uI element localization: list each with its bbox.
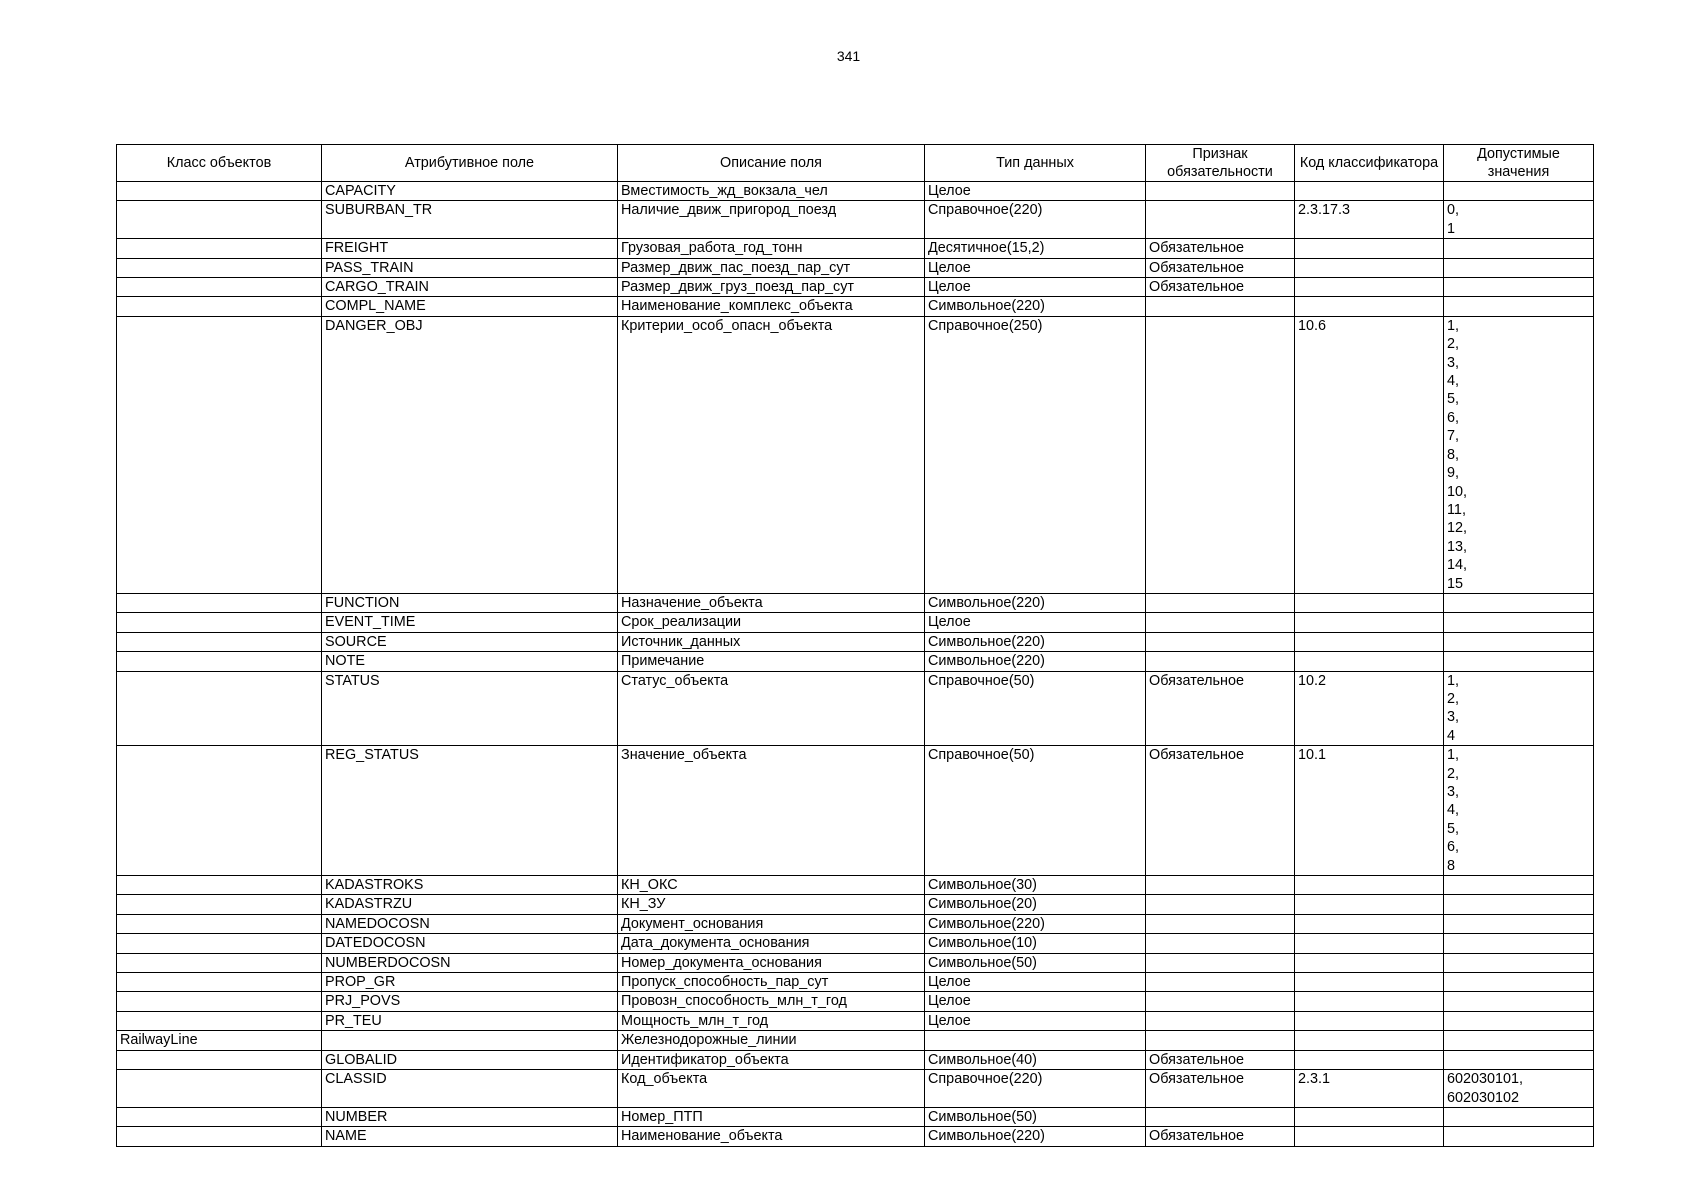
object-class-cell (117, 973, 322, 992)
data-type-cell: Справочное(220) (925, 1070, 1146, 1108)
mandatory-flag-cell: Обязательное (1146, 1070, 1295, 1108)
classifier-code-cell: 10.1 (1295, 746, 1444, 876)
object-class-cell (117, 239, 322, 258)
header-field-description: Описание поля (618, 145, 925, 182)
allowed-values-cell (1444, 992, 1594, 1011)
classifier-code-cell (1295, 953, 1444, 972)
object-class-cell (117, 316, 322, 593)
data-type-cell: Десятичное(15,2) (925, 239, 1146, 258)
object-class-cell (117, 1127, 322, 1146)
mandatory-flag-cell (1146, 297, 1295, 316)
classifier-code-cell (1295, 613, 1444, 632)
field-description-cell: Код_объекта (618, 1070, 925, 1108)
field-description-cell: Размер_движ_груз_поезд_пар_сут (618, 278, 925, 297)
allowed-values-cell (1444, 914, 1594, 933)
table-row (117, 1031, 1594, 1050)
object-class-cell (117, 953, 322, 972)
field-description-cell: Железнодорожные_линии (618, 1031, 925, 1050)
allowed-values-cell (1444, 1011, 1594, 1030)
mandatory-flag-cell (1146, 652, 1295, 671)
classifier-code-cell (1295, 973, 1444, 992)
allowed-values-cell: 1, 2, 3, 4, 5, 6, 7, 8, 9, 10, 11, 12, 13, 14, 15 (1444, 316, 1594, 593)
header-classifier-code: Код классификатора (1295, 145, 1444, 182)
table-row (117, 239, 1594, 258)
data-type-cell: Символьное(220) (925, 297, 1146, 316)
object-class-cell (117, 632, 322, 651)
mandatory-flag-cell (1146, 953, 1295, 972)
object-class-cell: RailwayLine (117, 1031, 322, 1050)
page-number: 341 (836, 48, 861, 64)
data-type-cell: Символьное(10) (925, 934, 1146, 953)
attribute-field-cell: NAME (322, 1127, 618, 1146)
classifier-code-cell (1295, 895, 1444, 914)
allowed-values-cell (1444, 953, 1594, 972)
field-description-cell: Номер_ПТП (618, 1107, 925, 1126)
field-description-cell: Значение_объекта (618, 746, 925, 876)
table-row (117, 934, 1594, 953)
data-type-cell: Справочное(250) (925, 316, 1146, 593)
attribute-field-cell: CARGO_TRAIN (322, 278, 618, 297)
object-class-cell (117, 278, 322, 297)
data-type-cell: Символьное(220) (925, 914, 1146, 933)
attribute-field-cell: PR_TEU (322, 1011, 618, 1030)
object-class-cell (117, 992, 322, 1011)
field-description-cell: Статус_объекта (618, 671, 925, 746)
data-type-cell: Целое (925, 992, 1146, 1011)
data-type-cell: Символьное(50) (925, 953, 1146, 972)
field-description-cell: Источник_данных (618, 632, 925, 651)
mandatory-flag-cell: Обязательное (1146, 278, 1295, 297)
header-data-type: Тип данных (925, 145, 1146, 182)
object-class-cell (117, 258, 322, 277)
data-type-cell: Символьное(50) (925, 1107, 1146, 1126)
mandatory-flag-cell (1146, 992, 1295, 1011)
allowed-values-cell (1444, 1107, 1594, 1126)
mandatory-flag-cell (1146, 182, 1295, 201)
data-type-cell: Символьное(40) (925, 1050, 1146, 1069)
classifier-code-cell: 2.3.1 (1295, 1070, 1444, 1108)
allowed-values-cell (1444, 239, 1594, 258)
classifier-code-cell (1295, 992, 1444, 1011)
table-row (117, 1127, 1594, 1146)
field-description-cell: Размер_движ_пас_поезд_пар_сут (618, 258, 925, 277)
allowed-values-cell: 602030101, 602030102 (1444, 1070, 1594, 1108)
classifier-code-cell (1295, 1011, 1444, 1030)
field-description-cell: КН_ЗУ (618, 895, 925, 914)
allowed-values-cell (1444, 593, 1594, 612)
mandatory-flag-cell (1146, 1011, 1295, 1030)
table-row (117, 201, 1594, 239)
allowed-values-cell (1444, 1031, 1594, 1050)
data-type-cell: Целое (925, 613, 1146, 632)
attribute-field-cell: EVENT_TIME (322, 613, 618, 632)
attribute-field-cell: SOURCE (322, 632, 618, 651)
field-description-cell: Документ_основания (618, 914, 925, 933)
attribute-field-cell (322, 1031, 618, 1050)
data-type-cell (925, 1031, 1146, 1050)
field-description-cell: КН_ОКС (618, 876, 925, 895)
table-row (117, 316, 1594, 593)
data-type-cell: Символьное(220) (925, 632, 1146, 651)
allowed-values-cell (1444, 934, 1594, 953)
object-class-cell (117, 201, 322, 239)
attribute-field-cell: NOTE (322, 652, 618, 671)
allowed-values-cell (1444, 632, 1594, 651)
allowed-values-cell (1444, 652, 1594, 671)
table-row (117, 297, 1594, 316)
attribute-field-cell: PRJ_POVS (322, 992, 618, 1011)
data-type-cell: Справочное(50) (925, 671, 1146, 746)
attribute-field-cell: GLOBALID (322, 1050, 618, 1069)
table-body (117, 182, 1594, 1147)
data-type-cell: Символьное(30) (925, 876, 1146, 895)
object-class-cell (117, 934, 322, 953)
data-type-cell: Целое (925, 973, 1146, 992)
allowed-values-cell (1444, 297, 1594, 316)
object-class-cell (117, 746, 322, 876)
data-type-cell: Справочное(220) (925, 201, 1146, 239)
attribute-field-cell: KADASTROKS (322, 876, 618, 895)
classifier-code-cell (1295, 1107, 1444, 1126)
table-row (117, 278, 1594, 297)
field-description-cell: Дата_документа_основания (618, 934, 925, 953)
field-description-cell: Мощность_млн_т_год (618, 1011, 925, 1030)
table-row (117, 593, 1594, 612)
attribute-field-cell: NUMBERDOCOSN (322, 953, 618, 972)
classifier-code-cell (1295, 297, 1444, 316)
table-row (117, 632, 1594, 651)
attribute-field-cell: REG_STATUS (322, 746, 618, 876)
table-row (117, 973, 1594, 992)
object-class-cell (117, 182, 322, 201)
attribute-table (116, 144, 1594, 1147)
attribute-field-cell: KADASTRZU (322, 895, 618, 914)
table-row (117, 671, 1594, 746)
classifier-code-cell (1295, 876, 1444, 895)
attribute-field-cell: STATUS (322, 671, 618, 746)
allowed-values-cell: 1, 2, 3, 4 (1444, 671, 1594, 746)
classifier-code-cell (1295, 632, 1444, 651)
attribute-field-cell: SUBURBAN_TR (322, 201, 618, 239)
object-class-cell (117, 593, 322, 612)
classifier-code-cell (1295, 652, 1444, 671)
object-class-cell (117, 671, 322, 746)
data-type-cell: Целое (925, 1011, 1146, 1030)
mandatory-flag-cell: Обязательное (1146, 1127, 1295, 1146)
attribute-field-cell: NAMEDOCOSN (322, 914, 618, 933)
classifier-code-cell (1295, 258, 1444, 277)
mandatory-flag-cell (1146, 934, 1295, 953)
attribute-field-cell: DANGER_OBJ (322, 316, 618, 593)
classifier-code-cell (1295, 593, 1444, 612)
mandatory-flag-cell (1146, 201, 1295, 239)
classifier-code-cell: 10.6 (1295, 316, 1444, 593)
field-description-cell: Наименование_комплекс_объекта (618, 297, 925, 316)
header-mandatory-flag: Признак обязательности (1146, 145, 1295, 182)
mandatory-flag-cell (1146, 316, 1295, 593)
object-class-cell (117, 1107, 322, 1126)
mandatory-flag-cell: Обязательное (1146, 671, 1295, 746)
classifier-code-cell (1295, 934, 1444, 953)
mandatory-flag-cell (1146, 632, 1295, 651)
table-row (117, 258, 1594, 277)
allowed-values-cell (1444, 973, 1594, 992)
header-attribute-field: Атрибутивное поле (322, 145, 618, 182)
data-type-cell: Символьное(220) (925, 652, 1146, 671)
field-description-cell: Номер_документа_основания (618, 953, 925, 972)
mandatory-flag-cell (1146, 1031, 1295, 1050)
table-row (117, 1070, 1594, 1108)
table-row (117, 1011, 1594, 1030)
classifier-code-cell (1295, 1050, 1444, 1069)
allowed-values-cell (1444, 1050, 1594, 1069)
allowed-values-cell (1444, 895, 1594, 914)
data-type-cell: Целое (925, 258, 1146, 277)
data-type-cell: Целое (925, 278, 1146, 297)
mandatory-flag-cell: Обязательное (1146, 746, 1295, 876)
classifier-code-cell: 10.2 (1295, 671, 1444, 746)
table-row (117, 895, 1594, 914)
classifier-code-cell (1295, 1031, 1444, 1050)
field-description-cell: Срок_реализации (618, 613, 925, 632)
field-description-cell: Идентификатор_объекта (618, 1050, 925, 1069)
data-type-cell: Символьное(220) (925, 1127, 1146, 1146)
field-description-cell: Вместимость_жд_вокзала_чел (618, 182, 925, 201)
attribute-field-cell: FUNCTION (322, 593, 618, 612)
classifier-code-cell (1295, 914, 1444, 933)
field-description-cell: Наличие_движ_пригород_поезд (618, 201, 925, 239)
classifier-code-cell (1295, 182, 1444, 201)
object-class-cell (117, 1070, 322, 1108)
attribute-field-cell: PASS_TRAIN (322, 258, 618, 277)
table-row (117, 1107, 1594, 1126)
attribute-field-cell: FREIGHT (322, 239, 618, 258)
object-class-cell (117, 1011, 322, 1030)
allowed-values-cell: 1, 2, 3, 4, 5, 6, 8 (1444, 746, 1594, 876)
object-class-cell (117, 914, 322, 933)
data-type-cell: Символьное(220) (925, 593, 1146, 612)
mandatory-flag-cell (1146, 895, 1295, 914)
attribute-field-cell: CLASSID (322, 1070, 618, 1108)
object-class-cell (117, 895, 322, 914)
object-class-cell (117, 876, 322, 895)
data-type-cell: Целое (925, 182, 1146, 201)
allowed-values-cell (1444, 613, 1594, 632)
table-row (117, 652, 1594, 671)
table-header-row (117, 145, 1594, 182)
header-object-class: Класс объектов (117, 145, 322, 182)
data-type-cell: Символьное(20) (925, 895, 1146, 914)
attribute-field-cell: COMPL_NAME (322, 297, 618, 316)
field-description-cell: Грузовая_работа_год_тонн (618, 239, 925, 258)
table-row (117, 613, 1594, 632)
allowed-values-cell (1444, 278, 1594, 297)
field-description-cell: Примечание (618, 652, 925, 671)
mandatory-flag-cell (1146, 914, 1295, 933)
field-description-cell: Критерии_особ_опасн_объекта (618, 316, 925, 593)
object-class-cell (117, 297, 322, 316)
object-class-cell (117, 1050, 322, 1069)
mandatory-flag-cell (1146, 876, 1295, 895)
attribute-field-cell: DATEDOCOSN (322, 934, 618, 953)
field-description-cell: Провозн_способность_млн_т_год (618, 992, 925, 1011)
classifier-code-cell: 2.3.17.3 (1295, 201, 1444, 239)
mandatory-flag-cell (1146, 973, 1295, 992)
mandatory-flag-cell (1146, 613, 1295, 632)
allowed-values-cell (1444, 258, 1594, 277)
mandatory-flag-cell (1146, 1107, 1295, 1126)
table-row (117, 876, 1594, 895)
classifier-code-cell (1295, 278, 1444, 297)
classifier-code-cell (1295, 1127, 1444, 1146)
header-allowed-values: Допустимые значения (1444, 145, 1594, 182)
allowed-values-cell (1444, 876, 1594, 895)
table-row (117, 992, 1594, 1011)
mandatory-flag-cell: Обязательное (1146, 258, 1295, 277)
attribute-field-cell: PROP_GR (322, 973, 618, 992)
field-description-cell: Назначение_объекта (618, 593, 925, 612)
allowed-values-cell (1444, 1127, 1594, 1146)
field-description-cell: Пропуск_способность_пар_сут (618, 973, 925, 992)
classifier-code-cell (1295, 239, 1444, 258)
mandatory-flag-cell (1146, 593, 1295, 612)
attribute-field-cell: NUMBER (322, 1107, 618, 1126)
field-description-cell: Наименование_объекта (618, 1127, 925, 1146)
table-row (117, 914, 1594, 933)
allowed-values-cell: 0, 1 (1444, 201, 1594, 239)
object-class-cell (117, 652, 322, 671)
object-class-cell (117, 613, 322, 632)
data-type-cell: Справочное(50) (925, 746, 1146, 876)
mandatory-flag-cell: Обязательное (1146, 239, 1295, 258)
attribute-field-cell: CAPACITY (322, 182, 618, 201)
table-row (117, 182, 1594, 201)
table-row (117, 953, 1594, 972)
table-row (117, 746, 1594, 876)
mandatory-flag-cell: Обязательное (1146, 1050, 1295, 1069)
table-row (117, 1050, 1594, 1069)
allowed-values-cell (1444, 182, 1594, 201)
